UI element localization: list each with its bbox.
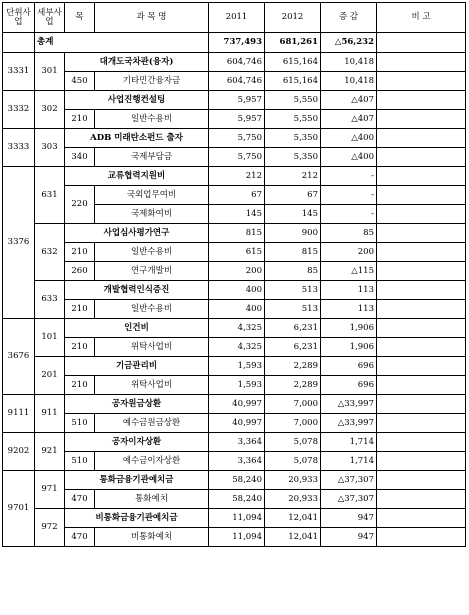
value-2012: 7,000: [265, 395, 321, 414]
value-2011: 5,750: [209, 129, 265, 148]
table-row: [3, 395, 466, 414]
detail-business-code: 632: [35, 224, 65, 281]
account-name: 국외업무여비: [95, 186, 209, 205]
header-year-2012: 2012: [265, 3, 321, 33]
table-row: [3, 528, 466, 547]
value-2011: 5,957: [209, 110, 265, 129]
unit-business-code: 3332: [3, 91, 35, 129]
value-2011: 4,325: [209, 338, 265, 357]
item-code: 210: [65, 110, 95, 129]
value-change: -: [321, 205, 377, 224]
value-change: 1,906: [321, 338, 377, 357]
value-change: △33,997: [321, 395, 377, 414]
account-name: 위탁사업비: [95, 338, 209, 357]
unit-business-code: 9111: [3, 395, 35, 433]
budget-table: [2, 2, 466, 547]
value-2011: 200: [209, 262, 265, 281]
value-2012: 67: [265, 186, 321, 205]
table-row: [3, 72, 466, 91]
value-change: -: [321, 186, 377, 205]
value-2011: 145: [209, 205, 265, 224]
table-row: [3, 319, 466, 338]
remarks-cell: [377, 129, 466, 148]
item-code: 450: [65, 72, 95, 91]
unit-business-code: 3331: [3, 53, 35, 91]
remarks-cell: [377, 528, 466, 547]
detail-business-code: 631: [35, 167, 65, 224]
detail-business-code: 101: [35, 319, 65, 357]
value-2012: 5,078: [265, 452, 321, 471]
account-name: 위탁사업비: [95, 376, 209, 395]
value-2011: 3,364: [209, 433, 265, 452]
value-2011: 400: [209, 281, 265, 300]
value-change: △115: [321, 262, 377, 281]
account-name: 국제부담금: [95, 148, 209, 167]
account-name: 예수금원금상환: [95, 414, 209, 433]
table-row: [3, 414, 466, 433]
remarks-cell: [377, 205, 466, 224]
value-change: 10,418: [321, 53, 377, 72]
account-name: 비통화예치: [95, 528, 209, 547]
item-code: 210: [65, 376, 95, 395]
remarks-cell: [377, 357, 466, 376]
remarks-cell: [377, 53, 466, 72]
value-2012: 12,041: [265, 509, 321, 528]
item-code: 210: [65, 243, 95, 262]
account-name: 통화금융기관예치금: [65, 471, 209, 490]
value-2012: 615,164: [265, 72, 321, 91]
remarks-cell: [377, 224, 466, 243]
table-row: [3, 490, 466, 509]
value-change: 10,418: [321, 72, 377, 91]
remarks-cell: [377, 281, 466, 300]
remarks-cell: [377, 186, 466, 205]
item-code: 340: [65, 148, 95, 167]
total-row: [3, 33, 466, 53]
header-row: [3, 3, 466, 33]
value-2011: 604,746: [209, 53, 265, 72]
item-code: 210: [65, 338, 95, 357]
item-code: 260: [65, 262, 95, 281]
value-2011: 40,997: [209, 395, 265, 414]
table-row: [3, 281, 466, 300]
table-row: [3, 471, 466, 490]
value-2011: 1,593: [209, 376, 265, 395]
value-change: 947: [321, 509, 377, 528]
value-2012: 513: [265, 300, 321, 319]
remarks-cell: [377, 414, 466, 433]
item-code: 510: [65, 452, 95, 471]
table-row: [3, 338, 466, 357]
value-change: 1,714: [321, 433, 377, 452]
value-2012: 5,350: [265, 129, 321, 148]
value-change: -: [321, 167, 377, 186]
header-detail-business: 세부사업: [35, 3, 65, 33]
remarks-cell: [377, 110, 466, 129]
value-2011: 5,750: [209, 148, 265, 167]
value-2012: 145: [265, 205, 321, 224]
account-name: 개발협력인식증진: [65, 281, 209, 300]
detail-business-code: 633: [35, 281, 65, 319]
value-2011: 11,094: [209, 509, 265, 528]
value-2011: 58,240: [209, 471, 265, 490]
table-row: [3, 91, 466, 110]
account-name: 대개도국차관(융자): [65, 53, 209, 72]
remarks-cell: [377, 509, 466, 528]
value-2012: 5,350: [265, 148, 321, 167]
remarks-cell: [377, 471, 466, 490]
header-account-name: 과 목 명: [95, 3, 209, 33]
detail-business-code: 303: [35, 129, 65, 167]
detail-business-code: 971: [35, 471, 65, 509]
value-change: △33,997: [321, 414, 377, 433]
value-2011: 3,364: [209, 452, 265, 471]
table-row: [3, 224, 466, 243]
unit-business-code: 3676: [3, 319, 35, 395]
value-2012: 85: [265, 262, 321, 281]
remarks-cell: [377, 243, 466, 262]
account-name: 기타민간융자금: [95, 72, 209, 91]
value-2012: 2,289: [265, 357, 321, 376]
value-2012: 12,041: [265, 528, 321, 547]
value-2012: 6,231: [265, 319, 321, 338]
value-2012: 5,550: [265, 91, 321, 110]
total-2012: 681,261: [265, 33, 321, 53]
value-change: △37,307: [321, 471, 377, 490]
value-change: 696: [321, 376, 377, 395]
value-change: 200: [321, 243, 377, 262]
value-2011: 615: [209, 243, 265, 262]
remarks-cell: [377, 148, 466, 167]
value-2012: 7,000: [265, 414, 321, 433]
header-unit-business: 단위사업: [3, 3, 35, 33]
table-body: [3, 3, 466, 547]
value-change: △400: [321, 129, 377, 148]
account-name: 사업심사평가연구: [65, 224, 209, 243]
account-name: 국제화여비: [95, 205, 209, 224]
value-2011: 67: [209, 186, 265, 205]
value-change: 85: [321, 224, 377, 243]
table-row: [3, 243, 466, 262]
unit-business-code: 9202: [3, 433, 35, 471]
remarks-cell: [377, 338, 466, 357]
total-2011: 737,493: [209, 33, 265, 53]
value-2011: 815: [209, 224, 265, 243]
remarks-cell: [377, 319, 466, 338]
item-code: 210: [65, 300, 95, 319]
value-2011: 58,240: [209, 490, 265, 509]
value-change: △400: [321, 148, 377, 167]
value-2011: 40,997: [209, 414, 265, 433]
value-2011: 11,094: [209, 528, 265, 547]
remarks-cell: [377, 167, 466, 186]
table-row: [3, 433, 466, 452]
remarks-cell: [377, 395, 466, 414]
account-name: 공자원금상환: [65, 395, 209, 414]
table-row: [3, 452, 466, 471]
value-change: 113: [321, 300, 377, 319]
detail-business-code: 972: [35, 509, 65, 547]
value-change: 1,906: [321, 319, 377, 338]
total-label: 총계: [35, 33, 209, 53]
value-change: 113: [321, 281, 377, 300]
table-row: [3, 186, 466, 205]
value-2012: 2,289: [265, 376, 321, 395]
table-row: [3, 129, 466, 148]
value-change: △407: [321, 91, 377, 110]
account-name: 예수금이자상환: [95, 452, 209, 471]
header-remarks: 비 고: [377, 3, 466, 33]
remarks-cell: [377, 452, 466, 471]
value-2012: 212: [265, 167, 321, 186]
detail-business-code: 911: [35, 395, 65, 433]
remarks-cell: [377, 72, 466, 91]
table-row: [3, 110, 466, 129]
value-2012: 513: [265, 281, 321, 300]
value-2011: 604,746: [209, 72, 265, 91]
account-name: 비통화금융기관예치금: [65, 509, 209, 528]
value-change: 947: [321, 528, 377, 547]
total-change: △56,232: [321, 33, 377, 53]
value-change: △407: [321, 110, 377, 129]
value-change: △37,307: [321, 490, 377, 509]
value-2011: 400: [209, 300, 265, 319]
table-row: [3, 53, 466, 72]
item-code: 220: [65, 186, 95, 224]
header-item: 목: [65, 3, 95, 33]
detail-business-code: 201: [35, 357, 65, 395]
remarks-cell: [377, 490, 466, 509]
unit-business-code: 9701: [3, 471, 35, 547]
header-change: 증 감: [321, 3, 377, 33]
account-name: 교류협력지원비: [65, 167, 209, 186]
detail-business-code: 301: [35, 53, 65, 91]
table-row: [3, 262, 466, 281]
remarks-cell: [377, 262, 466, 281]
item-code: 510: [65, 414, 95, 433]
unit-business-code: 3376: [3, 167, 35, 319]
value-2012: 5,550: [265, 110, 321, 129]
detail-business-code: 302: [35, 91, 65, 129]
account-name: 일반수용비: [95, 243, 209, 262]
remarks-cell: [377, 300, 466, 319]
value-2012: 6,231: [265, 338, 321, 357]
table-row: [3, 376, 466, 395]
item-code: 470: [65, 528, 95, 547]
remarks-cell: [377, 91, 466, 110]
account-name: ADB 미래탄소펀드 출자: [65, 129, 209, 148]
value-2011: 4,325: [209, 319, 265, 338]
value-2011: 212: [209, 167, 265, 186]
table-row: [3, 148, 466, 167]
account-name: 통화예치: [95, 490, 209, 509]
value-2012: 20,933: [265, 471, 321, 490]
value-change: 696: [321, 357, 377, 376]
remarks-cell: [377, 376, 466, 395]
account-name: 기금관리비: [65, 357, 209, 376]
account-name: 사업진행컨설팅: [65, 91, 209, 110]
value-2012: 20,933: [265, 490, 321, 509]
value-2012: 900: [265, 224, 321, 243]
item-code: 470: [65, 490, 95, 509]
unit-business-code: 3333: [3, 129, 35, 167]
remarks-cell: [377, 433, 466, 452]
value-change: 1,714: [321, 452, 377, 471]
value-2012: 815: [265, 243, 321, 262]
table-row: [3, 509, 466, 528]
detail-business-code: 921: [35, 433, 65, 471]
value-2012: 5,078: [265, 433, 321, 452]
table-row: [3, 357, 466, 376]
value-2011: 5,957: [209, 91, 265, 110]
account-name: 일반수용비: [95, 110, 209, 129]
account-name: 연구개발비: [95, 262, 209, 281]
account-name: 공자이자상환: [65, 433, 209, 452]
header-year-2011: 2011: [209, 3, 265, 33]
account-name: 일반수용비: [95, 300, 209, 319]
table-row: [3, 167, 466, 186]
table-row: [3, 300, 466, 319]
value-2011: 1,593: [209, 357, 265, 376]
value-2012: 615,164: [265, 53, 321, 72]
account-name: 인건비: [65, 319, 209, 338]
